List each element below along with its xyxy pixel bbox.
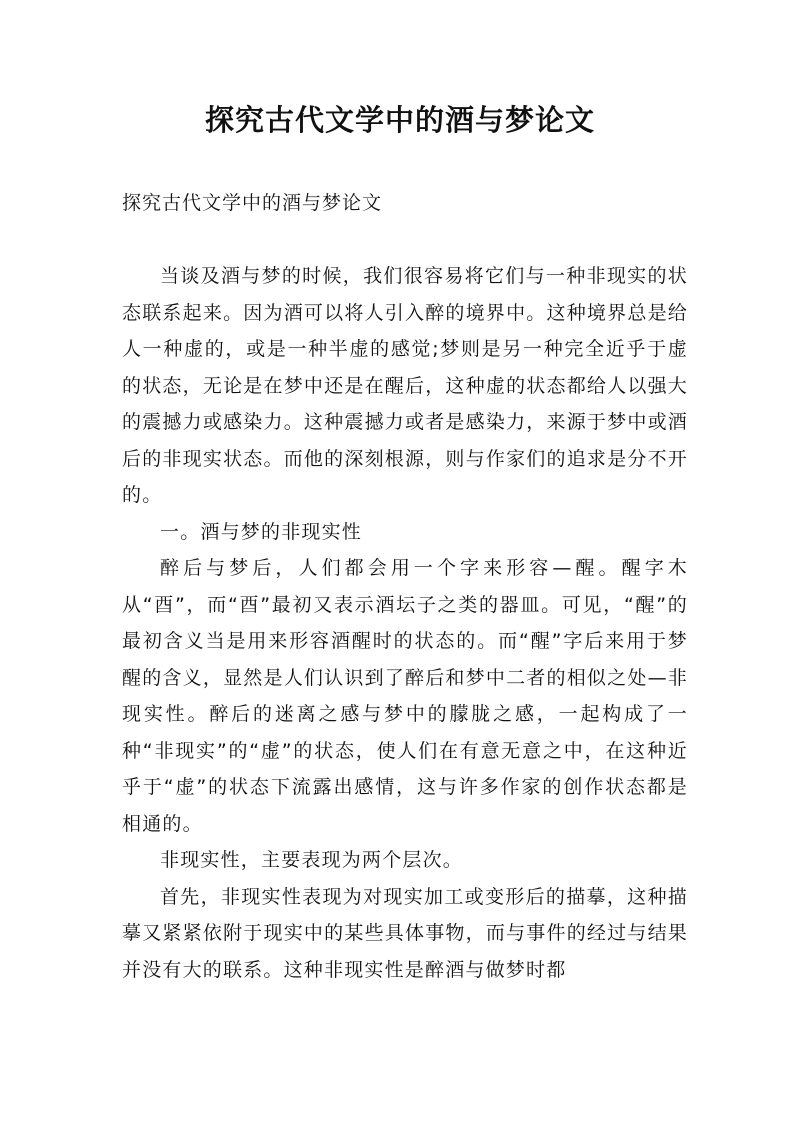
paragraph-intro: 当谈及酒与梦的时候，我们很容易将它们与一种非现实的状态联系起来。因为酒可以将人引入醉的境界中。这种境界总是给人一种虚的，或是一种半虚的感觉;梦则是另一种完全近乎于虚的状态，无论是在梦中还是在醒后，这种虚的状态都给人以强大的震撼力或感染力。这种震撼力或者是感染力，来源于梦中或酒后的非现实状态。而他的深刻根源，则与作家们的追求是分不开的。 xyxy=(122,265,688,506)
document-subtitle: 探究古代文学中的酒与梦论文 xyxy=(122,192,383,214)
document-title: 探究古代文学中的酒与梦论文 xyxy=(204,103,595,137)
paragraph-xing: 醉后与梦后，人们都会用一个字来形容—醒。醒字木从“酉”，而“酉”最初又表示酒坛子之类的器皿。可见，“醒”的最初含义当是用来形容酒醒时的状态的。而“醒”字后来用于梦醒的含义，显然是人们认识到了醉后和梦中二者的相似之处—非现实性。醉后的迷离之感与梦中的朦胧之感，一起构成了一种“非现实”的“虚”的状态，使人们在有意无意之中，在这种近乎于“虚”的状态下流露出感情，这与许多作家的创作状态都是相通的。 xyxy=(122,557,688,835)
document-body xyxy=(122,258,688,988)
paragraph-first-level: 首先，非现实性表现为对现实加工或变形后的描摹，这种描摹又紧紧依附于现实中的某些具体事物，而与事件的经过与结果并没有大的联系。这种非现实性是醉酒与做梦时都 xyxy=(122,885,688,981)
section-heading-1: 一。酒与梦的非现实性 xyxy=(160,520,363,543)
paragraph-two-levels: 非现实性，主要表现为两个层次。 xyxy=(160,849,464,871)
